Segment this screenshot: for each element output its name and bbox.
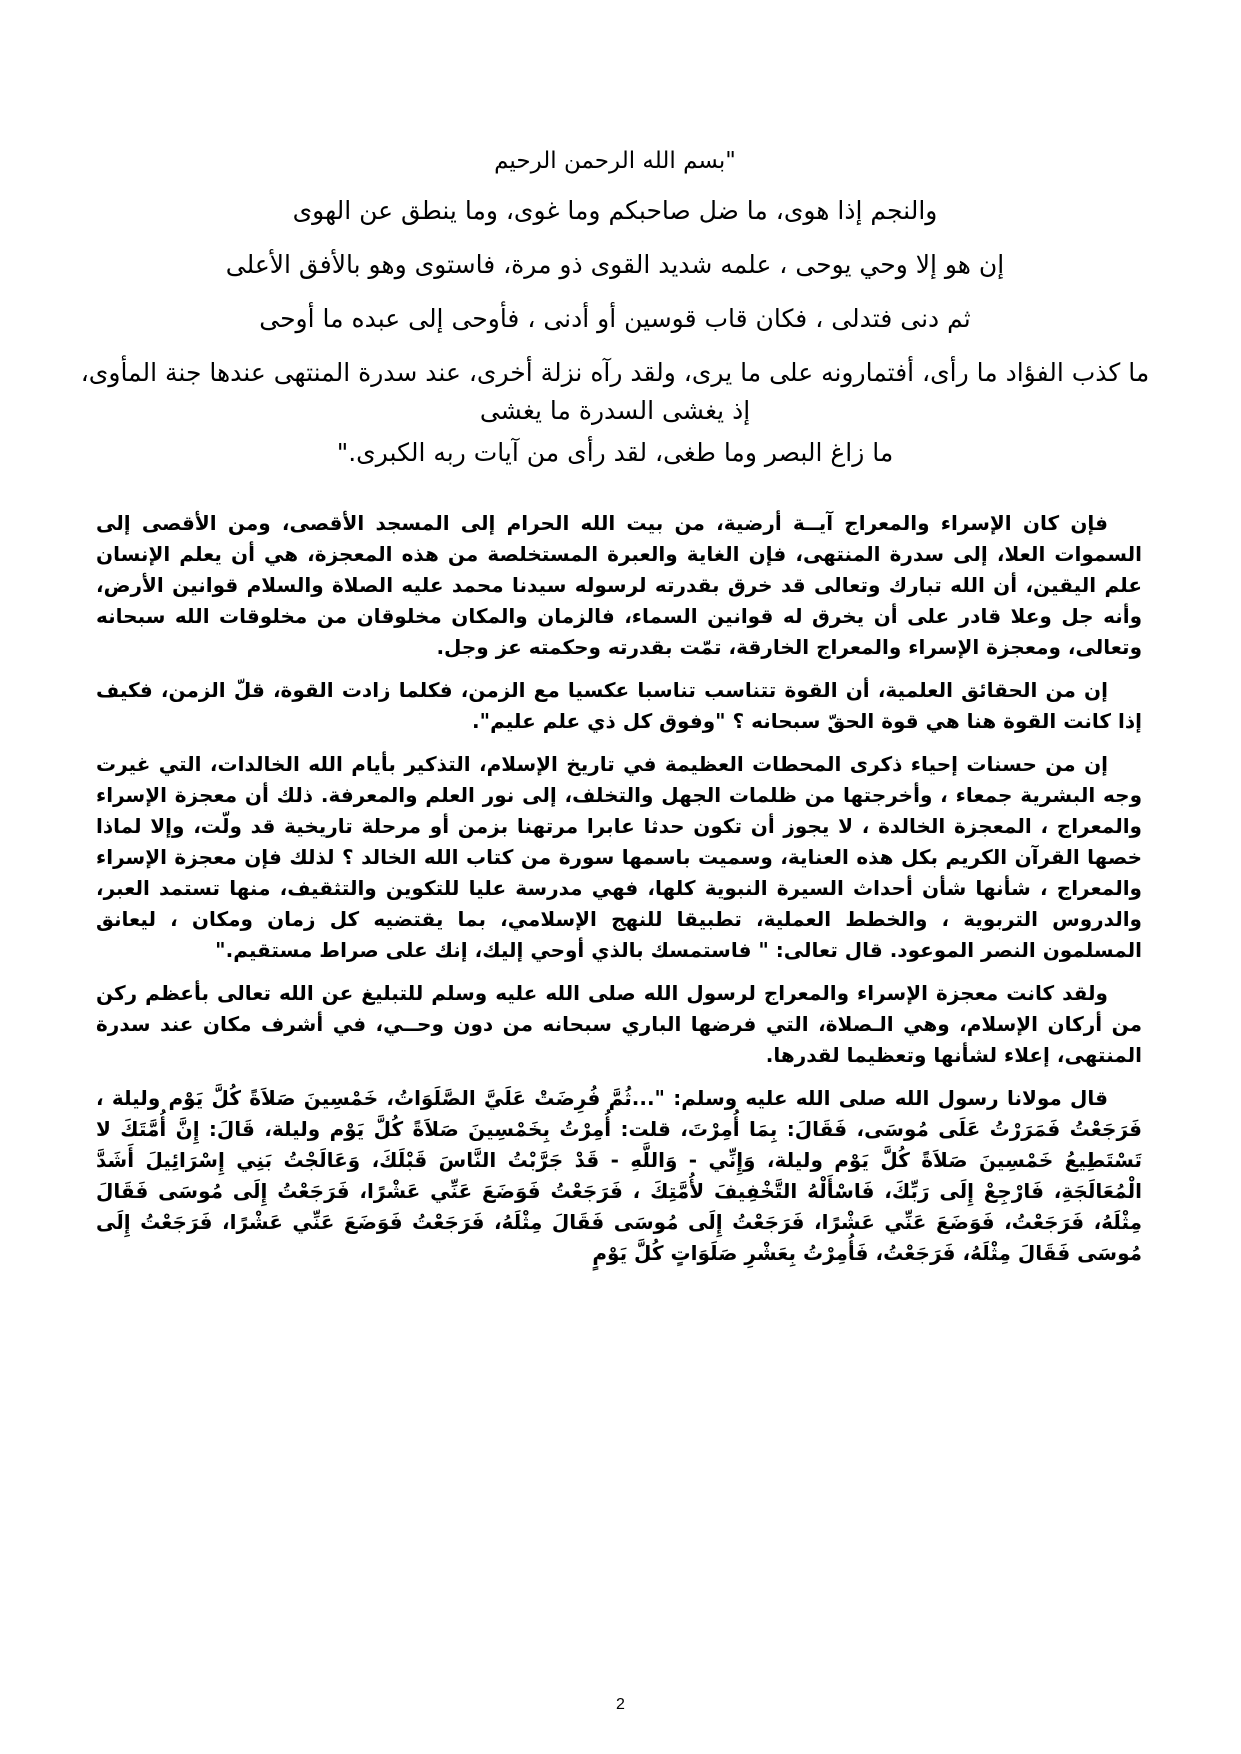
body-paragraph: فإن كان الإسراء والمعراج آيــة أرضية، من بيت الله الحرام إلى المسجد الأقصى، ومن الأقصى إلى السموات العلا، إلى سدرة المنتهى، فإن الغاية والعبرة المستخلصة من هذه المعجزة، هي أن يعلم الإنسان علم اليقين، أن الله تبارك وتعالى قد خرق بقدرته لرسوله سيدنا محمد عليه الصلاة والسلام قوانين الأرض، وأنه جل وعلا قادر على أن يخرق له قوانين السماء، فالزمان والمكان مخلوقان من مخلوقات الله سبحانه وتعالى، ومعجزة الإسراء والمعراج الخارقة، تمّت بقدرته وحكمته عز وجل. bbox=[96, 511, 1142, 659]
quran-verses-block bbox=[80, 142, 1150, 488]
body-paragraph: إن من الحقائق العلمية، أن القوة تتناسب تناسبا عكسيا مع الزمن، فكلما زادت القوة، قلّ الزمن، فكيف إذا كانت القوة هنا هي قوة الحقّ سبحانه ؟ "وفوق كل ذي علم عليم". bbox=[96, 678, 1142, 733]
verse-line: إن هو إلا وحي يوحى ، علمه شديد القوى ذو مرة، فاستوى وهو بالأفق الأعلى bbox=[225, 250, 1005, 279]
basmala-line: "بسم الله الرحمن الرحيم bbox=[494, 148, 736, 174]
body-paragraph: ولقد كانت معجزة الإسراء والمعراج لرسول الله صلى الله عليه وسلم للتبليغ عن الله تعالى بأعظم ركن من أركان الإسلام، وهي الـصلاة، التي فرضها الباري سبحانه من دون وحــي، في أشرف مكان عند سدرة المنتهى، إعلاء لشأنها وتعظيما لقدرها. bbox=[96, 981, 1142, 1067]
verse-line: ما كذب الفؤاد ما رأى، أفتمارونه على ما يرى، ولقد رآه نزلة أخرى، عند سدرة المنتهى عندها جنة المأوى، إذ يغشى السدرة ما يغشى bbox=[80, 358, 1150, 425]
verse-line: ما زاغ البصر وما طغى، لقد رأى من آيات ربه الكبرى." bbox=[336, 438, 894, 467]
body-paragraph: قال مولانا رسول الله صلى الله عليه وسلم: "...ثُمَّ فُرِضَتْ عَلَيَّ الصَّلَوَاتُ، خَمْسِينَ صَلاَةً كُلَّ يَوْم وليلة ، فَرَجَعْتُ فَمَرَرْتُ عَلَى مُوسَى، فَقَالَ: بِمَا أُمِرْتَ، قلت: أُمِرْتُ بِخَمْسِينَ صَلاَةً كُلَّ يَوْم وليلة، قَالَ: إِنَّ أُمَّتَكَ لا تَسْتَطِيعُ خَمْسِينَ صَلاَةً كُلَّ يَوْم وليلة، وَإِنِّي - وَاللَّهِ - قَدْ جَرَّبْتُ النَّاسَ قَبْلَكَ، وَعَالَجْتُ بَنِي إِسْرَائِيلَ أَشَدَّ الْمُعَالَجَةِ، فَارْجِعْ إِلَى رَبِّكَ، فَاسْأَلْهُ التَّخْفِيفَ لأُمَّتِكَ ، فَرَجَعْتُ فَوَضَعَ عَنِّي عَشْرًا، فَرَجَعْتُ إِلَى مُوسَى فَقَالَ مِثْلَهُ، فَرَجَعْتُ، فَوَضَعَ عَنِّي عَشْرًا، فَرَجَعْتُ إِلَى مُوسَى فَقَالَ مِثْلَهُ، فَرَجَعْتُ فَوَضَعَ عَنِّي عَشْرًا، فَرَجَعْتُ إِلَى مُوسَى فَقَالَ مِثْلَهُ، فَرَجَعْتُ، فَأُمِرْتُ بِعَشْرِ صَلَوَاتٍ كُلَّ يَوْمٍ bbox=[96, 1086, 1142, 1265]
verse-line: ثم دنى فتدلى ، فكان قاب قوسين أو أدنى ، فأوحى إلى عبده ما أوحى bbox=[259, 304, 971, 333]
verse-line: والنجم إذا هوى، ما ضل صاحبكم وما غوى، وما ينطق عن الهوى bbox=[292, 196, 938, 225]
article-body bbox=[96, 508, 1142, 1281]
body-paragraph: إن من حسنات إحياء ذكرى المحطات العظيمة في تاريخ الإسلام، التذكير بأيام الله الخالدات، التي غيرت وجه البشرية جمعاء ، وأخرجتها من ظلمات الجهل والتخلف، إلى نور العلم والمعرفة. ذلك أن معجزة الإسراء والمعراج ، المعجزة الخالدة ، لا يجوز أن تكون حدثا عابرا مرتهنا بزمن أو مرحلة تاريخية قد ولّت، وإلا لماذا خصها القرآن الكريم بكل هذه العناية، وسميت باسمها سورة من كتاب الله الخالد ؟ لذلك فإن معجزة الإسراء والمعراج ، شأنها شأن أحداث السيرة النبوية كلها، فهي مدرسة عليا للتكوين والتثقيف، منها تستمد العبر، والدروس التربوية ، والخطط العملية، تطبيقا للنهج الإسلامي، بما يقتضيه كل زمان ومكان ، ليعانق المسلمون النصر الموعود. قال تعالى: " فاستمسك بالذي أوحي إليك، إنك على صراط مستقيم." bbox=[96, 752, 1142, 962]
page-number: 2 bbox=[616, 1696, 625, 1713]
